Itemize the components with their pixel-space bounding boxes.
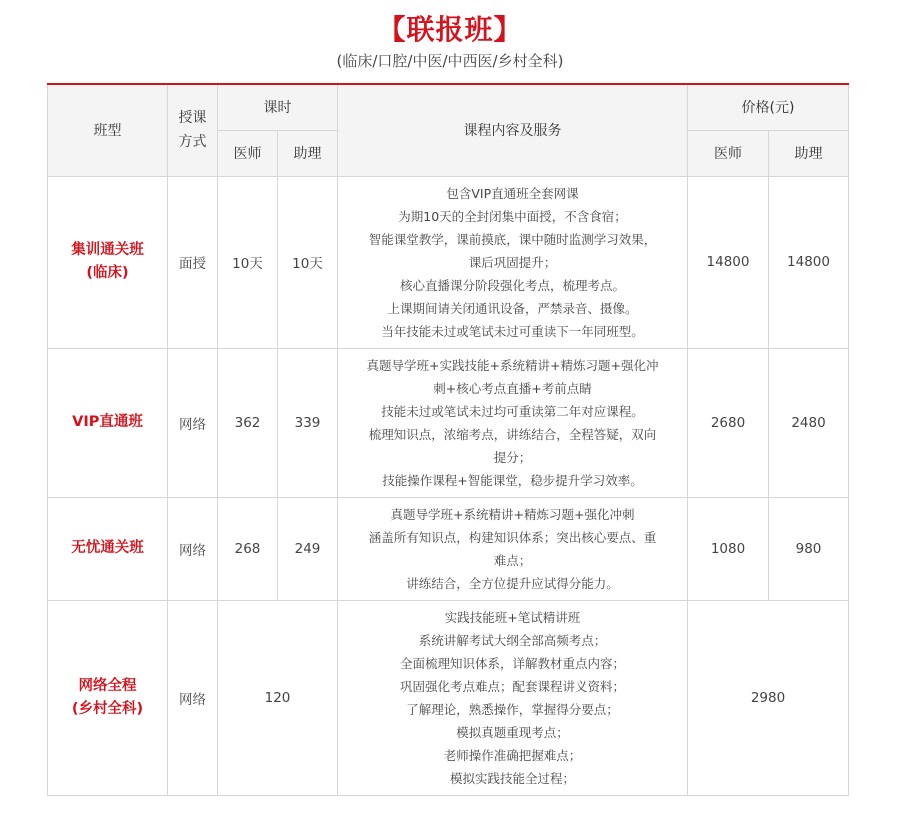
class-name-cell xyxy=(48,600,168,795)
content-line: 老师操作准确把握难点； xyxy=(443,747,582,763)
content-line: 技能操作课程+智能课堂，稳步提升学习效率。 xyxy=(382,472,643,488)
teaching-method: 网络 xyxy=(168,600,218,795)
content-line: 智能课堂教学，课前摸底，课中随时监测学习效果， xyxy=(368,231,657,247)
header-class-type: 班型 xyxy=(48,84,168,176)
course-content xyxy=(338,497,688,600)
teaching-method: 面授 xyxy=(168,176,218,348)
hours-doctor: 362 xyxy=(218,348,278,497)
content-line: 为期10天的全封闭集中面授，不含食宿； xyxy=(398,208,627,224)
class-name: 集训通关班 xyxy=(71,242,144,258)
course-content xyxy=(338,600,688,795)
content-line: 核心直播课分阶段强化考点，梳理考点。 xyxy=(399,277,625,293)
class-name: 网络全程 xyxy=(78,677,137,694)
content-line: 巩固强化考点难点；配套课程讲义资料； xyxy=(399,678,625,694)
page-subtitle: (临床/口腔/中医/中西医/乡村全科) xyxy=(336,52,564,70)
price-assistant: 2480 xyxy=(769,348,849,497)
content-line: 模拟真题重现考点； xyxy=(456,724,569,740)
course-table xyxy=(47,83,849,796)
content-line: 包含VIP直通班全套网课 xyxy=(446,185,579,201)
price-merged: 2980 xyxy=(688,600,849,795)
content-line: 刺+核心考点直播+考前点睛 xyxy=(433,380,592,396)
table-row xyxy=(48,176,849,348)
content-line: 涵盖所有知识点，构建知识体系；突出核心要点、重 xyxy=(368,529,657,545)
price-assistant: 14800 xyxy=(769,176,849,348)
price-doctor: 1080 xyxy=(688,497,769,600)
hours-assistant: 339 xyxy=(278,348,338,497)
content-line: 课后巩固提升； xyxy=(468,254,557,270)
content-line: 真题导学班+实践技能+系统精讲+精炼习题+强化冲 xyxy=(366,357,659,373)
course-content xyxy=(338,348,688,497)
class-name-sub: (乡村全科) xyxy=(71,700,144,717)
content-line: 模拟实践技能全过程； xyxy=(449,770,575,786)
course-content xyxy=(338,176,688,348)
header-hours: 课时 xyxy=(218,84,338,130)
header-price-doctor: 医师 xyxy=(688,130,769,176)
content-line: 技能未过或笔试未过均可重读第二年对应课程。 xyxy=(381,403,644,419)
content-line: 上课期间请关闭通讯设备，严禁录音、摄像。 xyxy=(387,300,638,316)
content-line: 实践技能班+笔试精讲班 xyxy=(444,609,581,625)
content-line: 讲练结合，全方位提升应试得分能力。 xyxy=(406,575,619,591)
hours-assistant: 10天 xyxy=(278,176,338,348)
table-row xyxy=(48,497,849,600)
course-table-container xyxy=(47,83,848,796)
class-name-cell xyxy=(48,348,168,497)
content-line: 系统讲解考试大纲全部高频考点； xyxy=(418,632,607,648)
content-line: 全面梳理知识体系，详解教材重点内容； xyxy=(399,655,625,671)
teaching-method: 网络 xyxy=(168,497,218,600)
header-content: 课程内容及服务 xyxy=(338,84,688,176)
class-name: VIP直通班 xyxy=(72,414,143,430)
hours-doctor: 10天 xyxy=(218,176,278,348)
price-assistant: 980 xyxy=(769,497,849,600)
content-line: 当年技能未过或笔试未过可重读下一年同班型。 xyxy=(381,323,644,339)
header-teaching-method-text: 授课方式 xyxy=(178,110,207,151)
content-line: 真题导学班+系统精讲+精炼习题+强化冲刺 xyxy=(390,506,635,522)
table-row xyxy=(48,600,849,795)
hours-doctor: 268 xyxy=(218,497,278,600)
hours-merged: 120 xyxy=(218,600,338,795)
page-title: 【联报班】 xyxy=(377,13,523,46)
price-doctor: 14800 xyxy=(688,176,769,348)
price-doctor: 2680 xyxy=(688,348,769,497)
header-price: 价格(元) xyxy=(688,84,849,130)
hours-assistant: 249 xyxy=(278,497,338,600)
class-name-cell xyxy=(48,497,168,600)
table-row xyxy=(48,348,849,497)
teaching-method: 网络 xyxy=(168,348,218,497)
class-name: 无忧通关班 xyxy=(71,540,144,556)
class-name-cell xyxy=(48,176,168,348)
content-line: 提分； xyxy=(493,449,532,465)
header-teaching-method xyxy=(168,84,218,176)
class-name-sub: (临床) xyxy=(86,265,129,281)
header-hours-assistant: 助理 xyxy=(278,130,338,176)
content-line: 难点； xyxy=(493,552,532,568)
header-hours-doctor: 医师 xyxy=(218,130,278,176)
content-line: 了解理论，熟悉操作，掌握得分要点； xyxy=(406,701,619,717)
content-line: 梳理知识点，浓缩考点，讲练结合，全程答疑，双向 xyxy=(368,426,657,442)
header-price-assistant: 助理 xyxy=(769,130,849,176)
